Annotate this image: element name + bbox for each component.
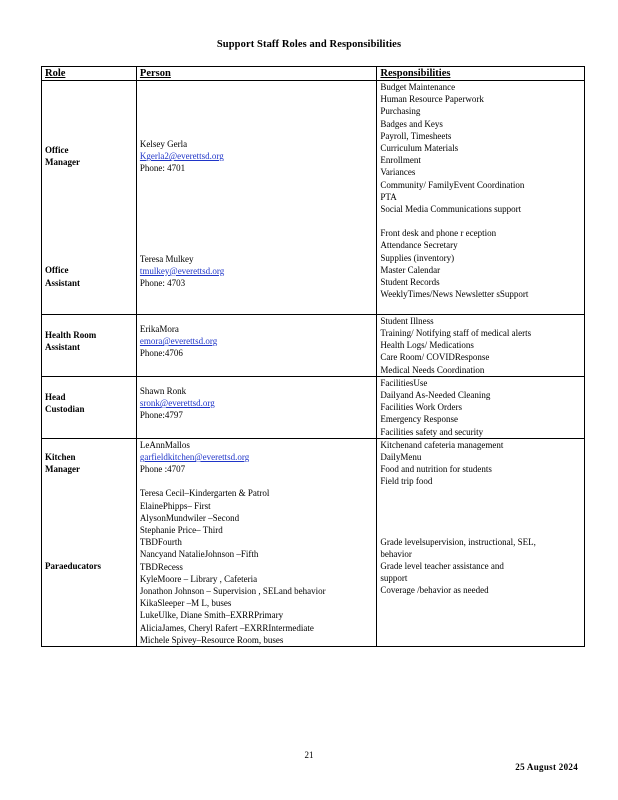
responsibility-item: Facilities safety and security bbox=[380, 426, 484, 437]
responsibility-item: Health Logs/ Medications bbox=[380, 340, 474, 351]
document-title: Support Staff Roles and Responsibilities bbox=[216, 39, 402, 50]
role-cell bbox=[42, 81, 137, 315]
page-number: 21 bbox=[304, 750, 314, 760]
responsibilities-cell bbox=[377, 81, 585, 315]
responsibility-item: Supplies (inventory) bbox=[380, 252, 455, 263]
responsibility-item: Badges and Keys bbox=[380, 118, 443, 129]
person-email-link[interactable]: Kgerla2@everettsd.org bbox=[139, 151, 224, 162]
paraeducator-assignment: Teresa Cecil–Kindergarten & Patrol bbox=[139, 488, 270, 499]
person-email-link[interactable]: tmulkey@everettsd.org bbox=[139, 265, 225, 276]
paraeducator-assignment: KikaSleeper –M L, buses bbox=[139, 598, 232, 609]
responsibility-item: support bbox=[380, 573, 408, 584]
paraeducator-assignment: TBDFourth bbox=[139, 537, 182, 548]
person-name: LeAnnMallos bbox=[139, 439, 190, 450]
person-name: Shawn Ronk bbox=[139, 385, 187, 396]
person-name: Kelsey Gerla bbox=[139, 139, 188, 149]
header-responsibilities: Responsibilities bbox=[377, 67, 585, 81]
responsibility-item: Curriculum Materials bbox=[380, 143, 459, 154]
responsibility-item: Food and nutrition for students bbox=[380, 464, 492, 475]
person-phone: Phone: 4703 bbox=[139, 278, 186, 289]
responsibility-item: DailyMenu bbox=[380, 452, 422, 463]
responsibility-item: behavior bbox=[380, 548, 412, 559]
responsibility-item: Field trip food bbox=[380, 476, 433, 487]
responsibility-item: Variances bbox=[380, 167, 416, 178]
person-phone: Phone :4707 bbox=[139, 464, 186, 475]
paraeducator-assignment: AlysonMundwiler –Second bbox=[139, 512, 240, 523]
responsibility-item: Student Records bbox=[380, 277, 440, 288]
person-phone: Phone: 4701 bbox=[139, 163, 186, 174]
responsibility-item: Community/ FamilyEvent Coordination bbox=[380, 179, 525, 190]
responsibility-item: Purchasing bbox=[380, 106, 421, 117]
responsibility-item: Budget Maintenance bbox=[380, 82, 456, 92]
person-email-link[interactable]: sronk@everettsd.org bbox=[139, 398, 215, 409]
header-person: Person bbox=[136, 67, 377, 81]
person-cell bbox=[136, 81, 377, 315]
table-row-head-custodian bbox=[42, 376, 585, 438]
responsibilities-cell bbox=[377, 314, 585, 376]
paraeducator-assignment: TBDRecess bbox=[139, 561, 183, 572]
responsibility-item: FacilitiesUse bbox=[380, 377, 428, 388]
responsibility-item: Coverage /behavior as needed bbox=[380, 585, 489, 596]
responsibility-item: Student Illness bbox=[380, 315, 434, 326]
paraeducator-assignment: Nancyand NatalieJohnson –Fifth bbox=[139, 549, 259, 560]
responsibility-item: Front desk and phone r eception bbox=[380, 228, 497, 239]
person-phone: Phone:4706 bbox=[139, 348, 183, 359]
paraeducator-assignment: LukeUlke, Diane Smith–EXRRPrimary bbox=[139, 610, 284, 621]
person-cell bbox=[136, 314, 377, 376]
person-email-link[interactable]: garfieldkitchen@everettsd.org bbox=[139, 452, 250, 463]
paraeducator-assignment: Stephanie Price– Third bbox=[139, 525, 223, 536]
roles-table bbox=[41, 66, 585, 647]
paraeducator-assignment: KyleMoore – Library , Cafeteria bbox=[139, 573, 258, 584]
role-health-room-assistant: Health Room Assistant bbox=[45, 329, 97, 353]
paraeducator-assignment: ElainePhipps– First bbox=[139, 500, 211, 511]
responsibility-item: Medical Needs Coordination bbox=[380, 364, 485, 375]
paraeducator-assignment: AliciaJames, Cheryl Rafert –EXRRIntermediate bbox=[139, 622, 314, 633]
table-row-health-room bbox=[42, 314, 585, 376]
header-role: Role bbox=[42, 67, 137, 81]
responsibility-item: Enrollment bbox=[380, 155, 421, 166]
person-cell bbox=[136, 376, 377, 438]
role-cell bbox=[42, 376, 137, 438]
role-paraeducators: Paraeducators bbox=[45, 561, 101, 572]
responsibility-item: Grade level teacher assistance and bbox=[380, 561, 504, 572]
role-office-assistant: Office Assistant bbox=[45, 265, 81, 288]
role-office-manager: Office Manager bbox=[45, 145, 80, 168]
responsibility-item: Social Media Communications support bbox=[380, 204, 522, 215]
paraeducator-assignment: Jonathon Johnson – Supervision , SELand behavior bbox=[139, 586, 326, 597]
paraeducator-assignment: Michele Spivey–Resource Room, buses bbox=[139, 634, 284, 645]
table-row-office bbox=[42, 81, 585, 315]
responsibility-item: PTA bbox=[380, 191, 397, 202]
responsibility-item: Care Room/ COVIDResponse bbox=[380, 352, 490, 363]
responsibility-item: Master Calendar bbox=[380, 264, 441, 275]
responsibility-item: Facilities Work Orders bbox=[380, 402, 463, 413]
role-kitchen-manager: Kitchen Manager bbox=[45, 451, 80, 475]
responsibilities-cell bbox=[377, 438, 585, 646]
responsibility-item: Payroll, Timesheets bbox=[380, 130, 452, 141]
responsibility-item: Training/ Notifying staff of medical alerts bbox=[380, 328, 532, 339]
responsibility-item: WeeklyTimes/News Newsletter sSupport bbox=[380, 289, 529, 300]
responsibility-item: Emergency Response bbox=[380, 414, 458, 425]
responsibility-item: Human Resource Paperwork bbox=[380, 94, 484, 105]
responsibility-item: Grade levelsupervision, instructional, SEL, bbox=[380, 536, 536, 547]
person-name: Teresa Mulkey bbox=[139, 253, 194, 264]
responsibility-item: Dailyand As-Needed Cleaning bbox=[380, 390, 491, 401]
table-row-kitchen-paraeducators bbox=[42, 438, 585, 646]
document-date: 25 August 2024 bbox=[515, 762, 578, 772]
responsibility-item: Attendance Secretary bbox=[380, 240, 458, 251]
responsibilities-cell bbox=[377, 376, 585, 438]
person-phone: Phone:4797 bbox=[139, 410, 183, 421]
person-cell bbox=[136, 438, 377, 646]
role-cell bbox=[42, 438, 137, 646]
responsibility-item: Kitchenand cafeteria management bbox=[380, 439, 504, 450]
person-email-link[interactable]: emora@everettsd.org bbox=[139, 336, 218, 347]
role-cell bbox=[42, 314, 137, 376]
person-name: ErikaMora bbox=[139, 323, 179, 334]
table-header-row bbox=[42, 67, 585, 81]
role-head-custodian: Head Custodian bbox=[45, 391, 85, 415]
